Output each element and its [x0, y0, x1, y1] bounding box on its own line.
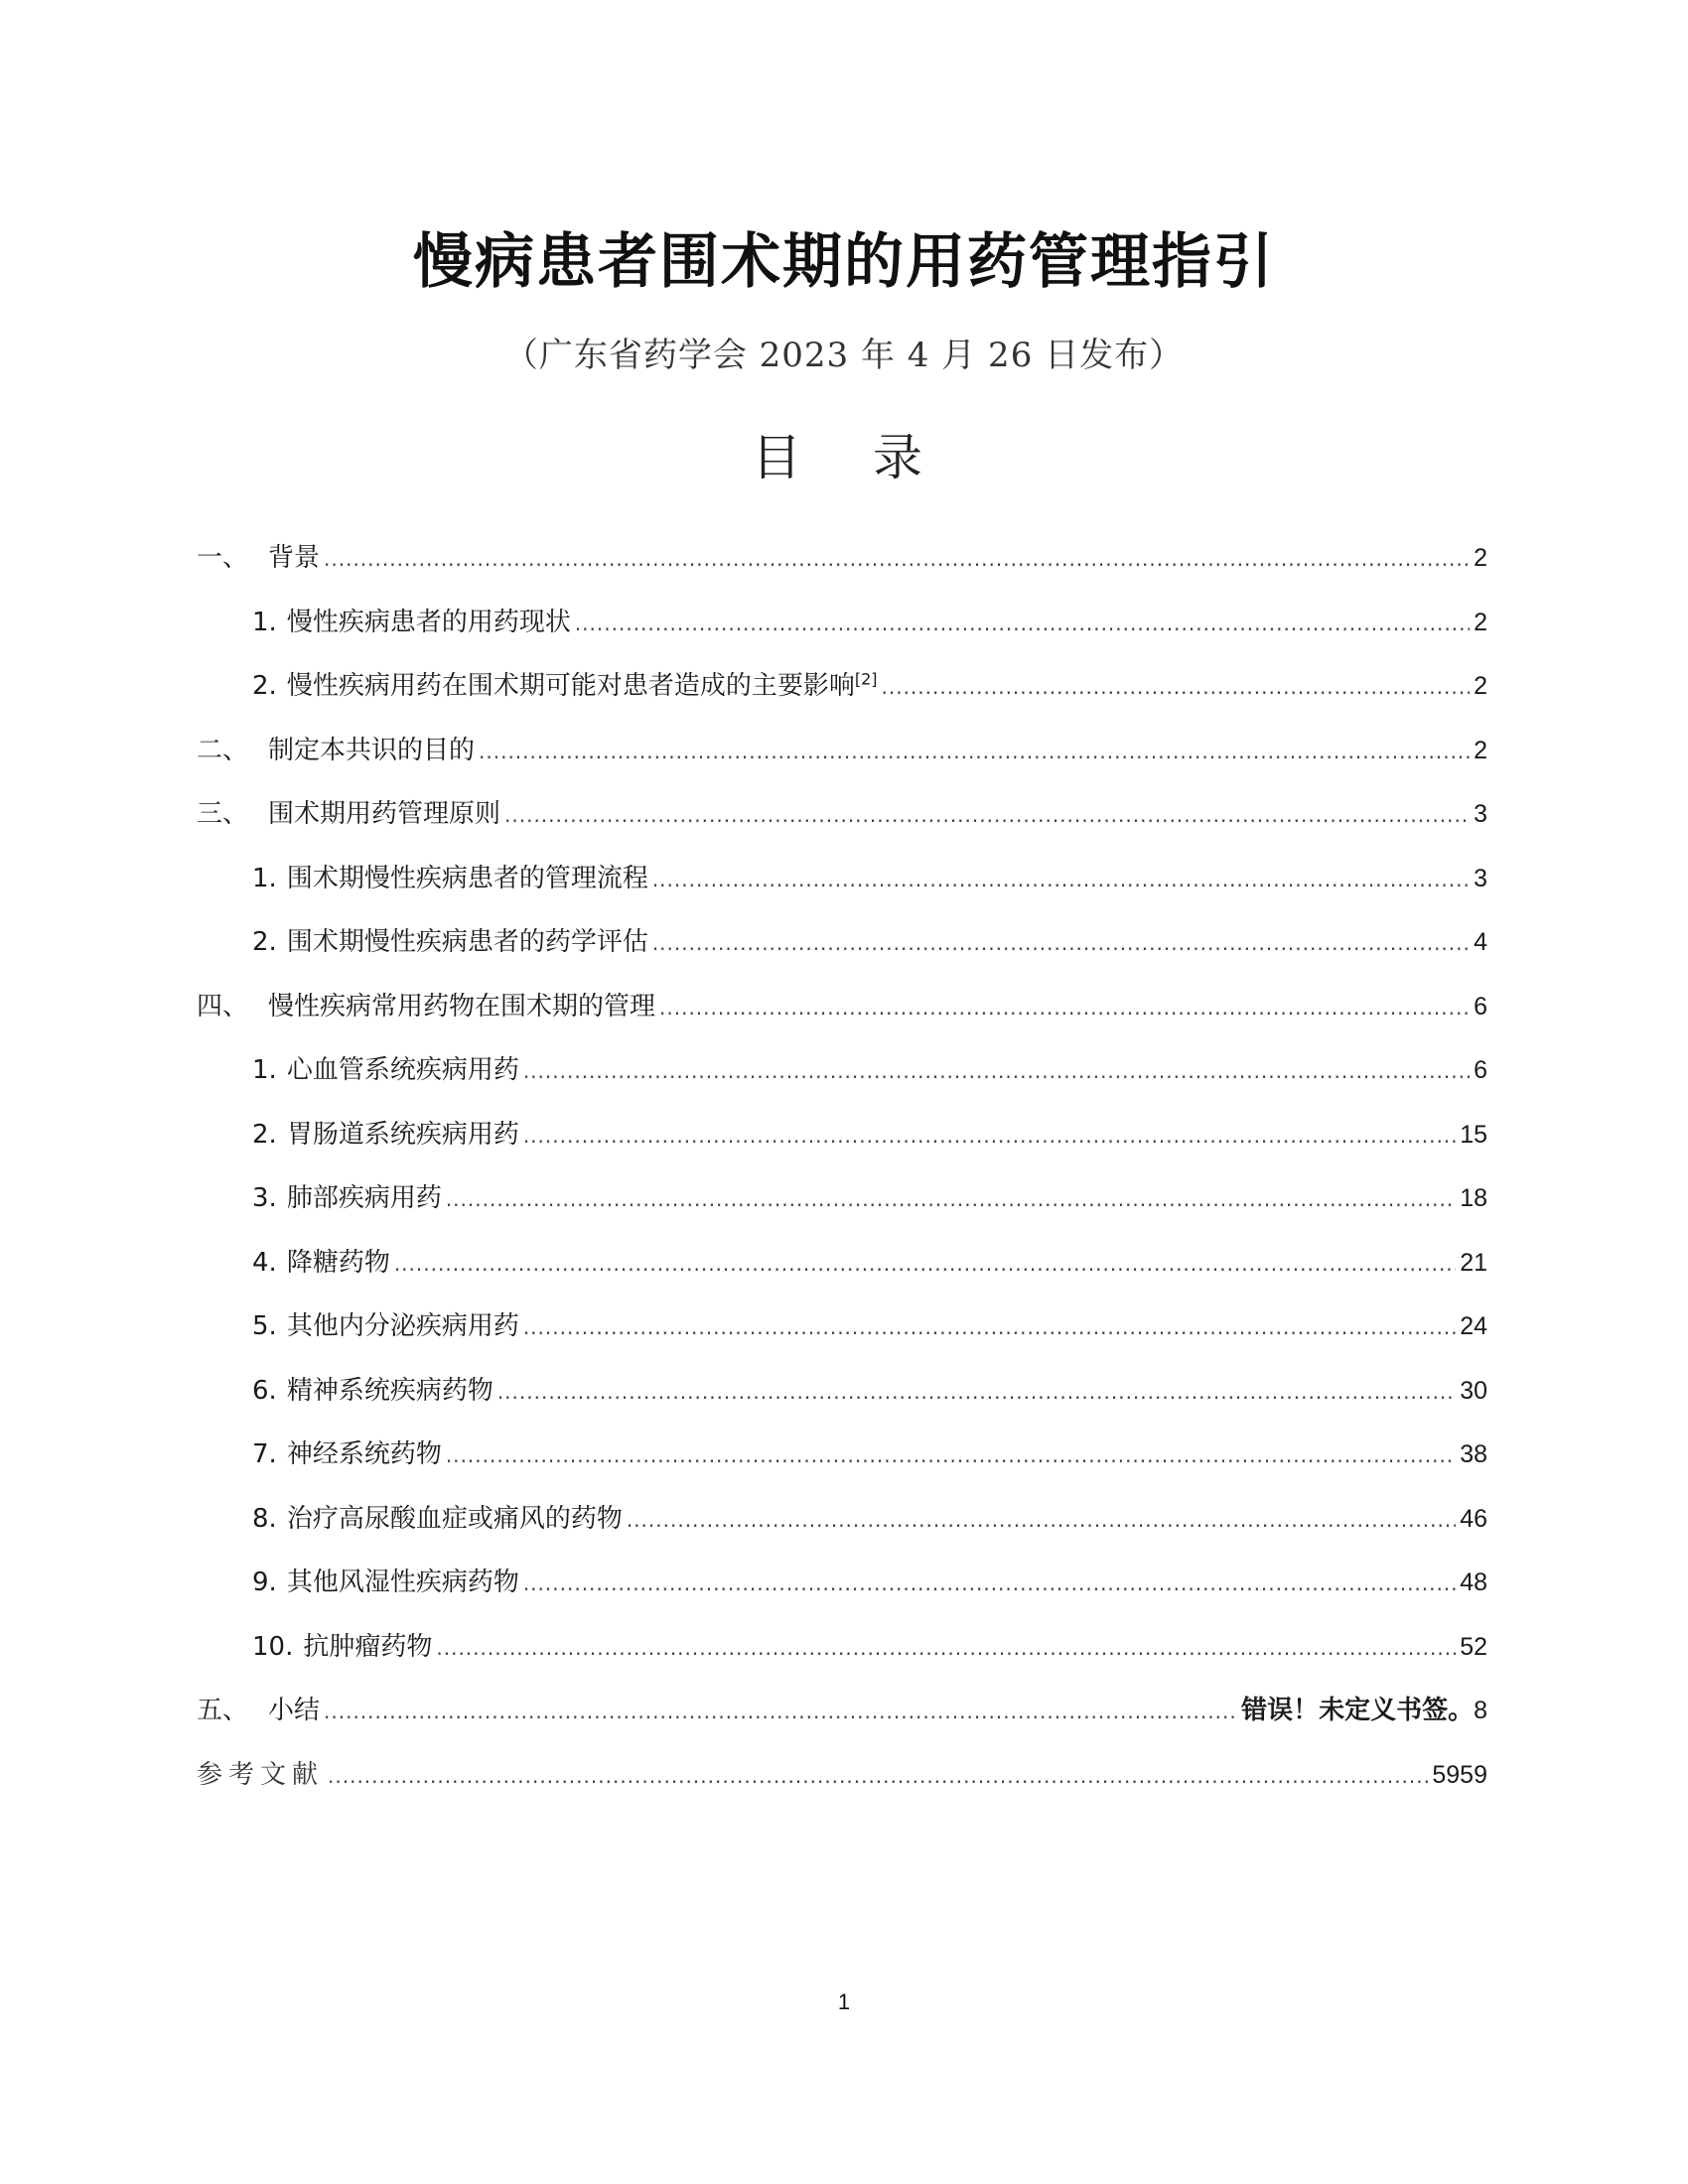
toc-entry[interactable]: [197, 526, 1487, 591]
toc-entry-number: 四、: [197, 991, 249, 1022]
toc-dot-leader: [324, 527, 1470, 592]
toc-dot-leader: [575, 592, 1470, 656]
toc-entry-label-text: 抗肿瘤药物: [303, 1631, 433, 1662]
toc-entry-label-text: 制定本共识的目的: [268, 735, 476, 765]
toc-entry-label: [303, 1615, 432, 1680]
toc-entry-number: 4.: [252, 1247, 277, 1278]
toc-entry-label-text: 心血管系统疾病用药: [286, 1055, 519, 1085]
toc-page-number: 3: [1474, 800, 1487, 828]
toc-entry-label-text: 小结: [268, 1696, 321, 1725]
toc-page-number: 2: [1474, 672, 1487, 700]
toc-dot-leader: [659, 976, 1470, 1040]
toc-entry-label: [197, 1743, 324, 1808]
toc-entry[interactable]: [197, 1231, 1487, 1296]
toc-entry[interactable]: [197, 1679, 1487, 1743]
toc-entry-number: 二、: [197, 735, 249, 765]
toc-entry-label: [287, 910, 648, 975]
toc-entry-label-text: 背景: [268, 543, 321, 573]
toc-entry-number: 8.: [252, 1503, 277, 1534]
toc-entry-number: 1.: [252, 1055, 277, 1085]
toc-heading: 目 录: [752, 429, 950, 486]
toc-entry[interactable]: [197, 1423, 1487, 1487]
toc-entry-label: [268, 719, 475, 783]
toc-entry[interactable]: [197, 975, 1487, 1039]
toc-page-number: 3: [1474, 864, 1487, 892]
toc-entry-number: 7.: [252, 1439, 277, 1469]
toc-entry-label-text: 慢性疾病用药在围术期可能对患者造成的主要影响: [286, 671, 855, 701]
toc-entry-label-text: 围术期慢性疾病患者的药学评估: [286, 927, 648, 957]
toc-entry-number: 10.: [252, 1631, 294, 1662]
toc-entry[interactable]: [197, 1359, 1487, 1424]
toc-dot-leader: [479, 720, 1470, 784]
toc-entry-label-text: 精神系统疾病药物: [286, 1375, 493, 1406]
toc-entry[interactable]: [197, 847, 1487, 911]
toc-entry-label-text: 胃肠道系统疾病用药: [286, 1119, 519, 1150]
page-number-footer: 1: [837, 1989, 851, 2014]
toc-entry-label: [287, 1295, 519, 1359]
toc-entry-label-text: 肺部疾病用药: [286, 1183, 442, 1213]
document-title: 慢病患者围术期的用药管理指引: [413, 227, 1275, 297]
toc-entry[interactable]: [197, 782, 1487, 847]
toc-page-number: 48: [1460, 1569, 1487, 1596]
toc-entry-number: 1.: [252, 863, 277, 893]
toc-dot-leader: [436, 1616, 1456, 1681]
document-subtitle: （广东省药学会 2023 年 4 月 26 日发布）: [503, 336, 1185, 375]
toc-entry-label-text: 参考文献: [197, 1759, 325, 1790]
toc-page-number: 52: [1460, 1632, 1487, 1661]
toc-dot-leader: [523, 1104, 1456, 1168]
toc-entry-label: [268, 782, 500, 847]
toc-page-number: 5959: [1432, 1760, 1487, 1789]
toc-entry[interactable]: [197, 1615, 1487, 1680]
toc-entry-label-text: 其他风湿性疾病药物: [286, 1568, 519, 1597]
toc-entry-number: 9.: [252, 1568, 277, 1597]
toc-entry-number: 2.: [252, 927, 277, 957]
toc-entry-label: [287, 1359, 493, 1424]
toc-page-number: 21: [1460, 1248, 1487, 1277]
toc-entry-label-text: 围术期用药管理原则: [268, 799, 501, 829]
toc-entry[interactable]: [197, 719, 1487, 783]
toc-page-number: 2: [1474, 608, 1487, 636]
toc-dot-leader: [328, 1744, 1428, 1809]
toc-page-number: 8: [1474, 1697, 1487, 1724]
toc-entry-label: [287, 1423, 442, 1487]
toc-entry-label: [287, 847, 648, 911]
toc-entry[interactable]: [197, 1038, 1487, 1103]
toc-entry-label-text: 围术期慢性疾病患者的管理流程: [286, 863, 648, 893]
toc-dot-leader: [324, 1680, 1237, 1744]
toc-entry-label: [268, 1679, 320, 1743]
toc-dot-leader: [446, 1424, 1456, 1488]
toc-entry-number: 1.: [252, 607, 277, 637]
toc-entry-label: [287, 1231, 390, 1296]
citation-superscript: [2]: [854, 669, 878, 689]
toc-entry-label: [287, 1038, 519, 1103]
bookmark-error-text: 错误！未定义书签。: [1241, 1696, 1475, 1725]
toc-entry-number: 6.: [252, 1375, 277, 1406]
toc-page-number: 18: [1460, 1184, 1487, 1212]
toc-dot-leader: [627, 1488, 1456, 1553]
toc-entry-label-text: 神经系统药物: [286, 1439, 442, 1469]
toc-entry[interactable]: [197, 1743, 1487, 1808]
toc-dot-leader: [394, 1232, 1456, 1297]
toc-entry-label-text: 慢性疾病常用药物在围术期的管理: [268, 991, 656, 1022]
toc-dot-leader: [504, 783, 1470, 848]
toc-page-number: 46: [1460, 1504, 1487, 1533]
toc-page-number: 24: [1460, 1312, 1487, 1340]
toc-entry-number: 三、: [197, 799, 249, 829]
toc-entry-label: [287, 1103, 519, 1167]
toc-dot-leader: [497, 1360, 1456, 1425]
toc-entry[interactable]: [197, 1103, 1487, 1167]
toc-entry-number: 2.: [252, 671, 277, 701]
toc-page-number: 38: [1460, 1440, 1487, 1468]
toc-page-number: 4: [1474, 928, 1487, 956]
toc-entry[interactable]: [197, 1166, 1487, 1231]
toc-dot-leader: [652, 848, 1470, 912]
toc-page-number: 30: [1460, 1376, 1487, 1405]
toc-entry-label: [287, 1166, 442, 1231]
toc-entry[interactable]: [197, 910, 1487, 975]
toc-entry-label-text: 其他内分泌疾病用药: [286, 1311, 519, 1341]
toc-entry-number: 2.: [252, 1119, 277, 1150]
table-of-contents: [197, 526, 1487, 1807]
toc-dot-leader: [523, 1552, 1456, 1616]
toc-entry-label-text: 慢性疾病患者的用药现状: [286, 607, 571, 637]
toc-entry-label-text: 治疗高尿酸血症或痛风的药物: [286, 1503, 623, 1534]
toc-page-number: 6: [1474, 1056, 1487, 1084]
toc-entry-number: 5.: [252, 1311, 277, 1341]
toc-dot-leader: [882, 655, 1471, 720]
toc-dot-leader: [446, 1167, 1456, 1232]
toc-dot-leader: [652, 911, 1470, 976]
toc-entry[interactable]: [197, 1295, 1487, 1359]
toc-entry[interactable]: [197, 654, 1487, 719]
toc-entry-label-text: 降糖药物: [286, 1247, 390, 1278]
toc-page-number: 15: [1460, 1120, 1487, 1149]
toc-entry-label: [268, 526, 320, 591]
toc-entry-label: [287, 1551, 519, 1615]
toc-entry-label: [287, 591, 571, 655]
toc-dot-leader: [523, 1039, 1470, 1104]
toc-entry-label: [287, 1487, 623, 1552]
toc-page-number: 6: [1474, 992, 1487, 1021]
toc-entry-label: [287, 654, 878, 719]
toc-entry-number: 3.: [252, 1183, 277, 1213]
toc-entry[interactable]: [197, 591, 1487, 655]
toc-entry-number: 五、: [197, 1696, 249, 1725]
toc-entry[interactable]: [197, 1487, 1487, 1552]
toc-page-number: 2: [1474, 736, 1487, 764]
toc-entry[interactable]: [197, 1551, 1487, 1615]
toc-dot-leader: [523, 1296, 1456, 1360]
toc-page-number: 2: [1474, 544, 1487, 572]
toc-entry-label: [268, 975, 655, 1039]
toc-entry-number: 一、: [197, 543, 249, 573]
